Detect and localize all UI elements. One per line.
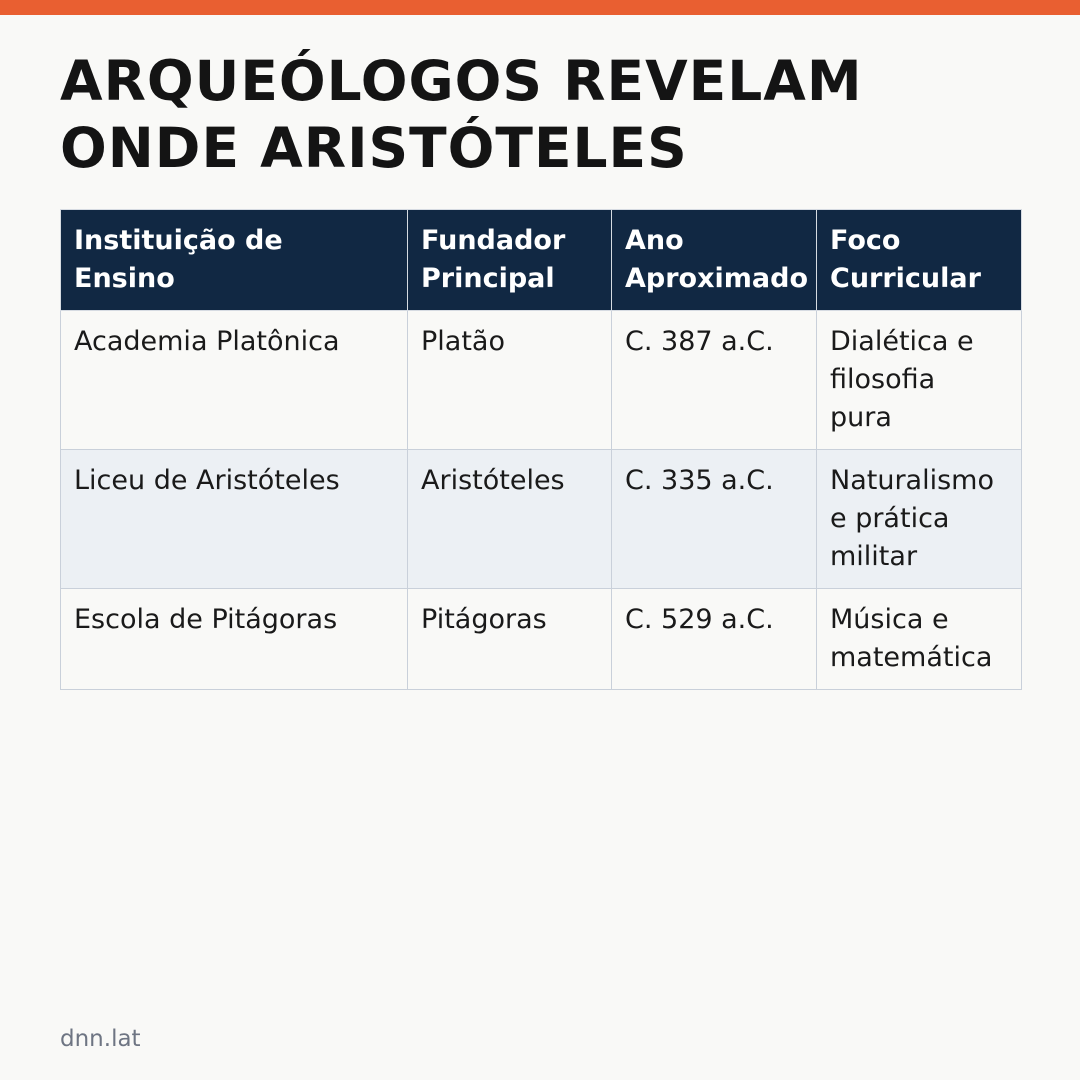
data-table [60,209,1022,690]
table-header [61,210,1022,311]
cell-founder: Pitágoras [408,589,612,690]
column-header-institution: Instituição de Ensino [61,210,408,311]
cell-institution: Academia Platônica [61,311,408,450]
cell-founder: Platão [408,311,612,450]
cell-year: C. 387 a.C. [612,311,817,450]
source-footer: dnn.lat [60,1026,141,1052]
cell-year: C. 529 a.C. [612,589,817,690]
cell-year: C. 335 a.C. [612,450,817,589]
table-row [61,450,1022,589]
table-header-row [61,210,1022,311]
top-accent-bar [0,0,1080,15]
cell-founder: Aristóteles [408,450,612,589]
cell-institution: Liceu de Aristóteles [61,450,408,589]
table-row [61,311,1022,450]
table-body [61,311,1022,690]
cell-focus: Naturalismo e prática militar [817,450,1022,589]
column-header-year: Ano Aproximado [612,210,817,311]
cell-institution: Escola de Pitágoras [61,589,408,690]
table-row [61,589,1022,690]
cell-focus: Dialética e filosofia pura [817,311,1022,450]
column-header-focus: Foco Curricular [817,210,1022,311]
column-header-founder: Fundador Principal [408,210,612,311]
headline: ARQUEÓLOGOS REVELAM ONDE ARISTÓTELES [60,49,863,180]
cell-focus: Música e matemática [817,589,1022,690]
